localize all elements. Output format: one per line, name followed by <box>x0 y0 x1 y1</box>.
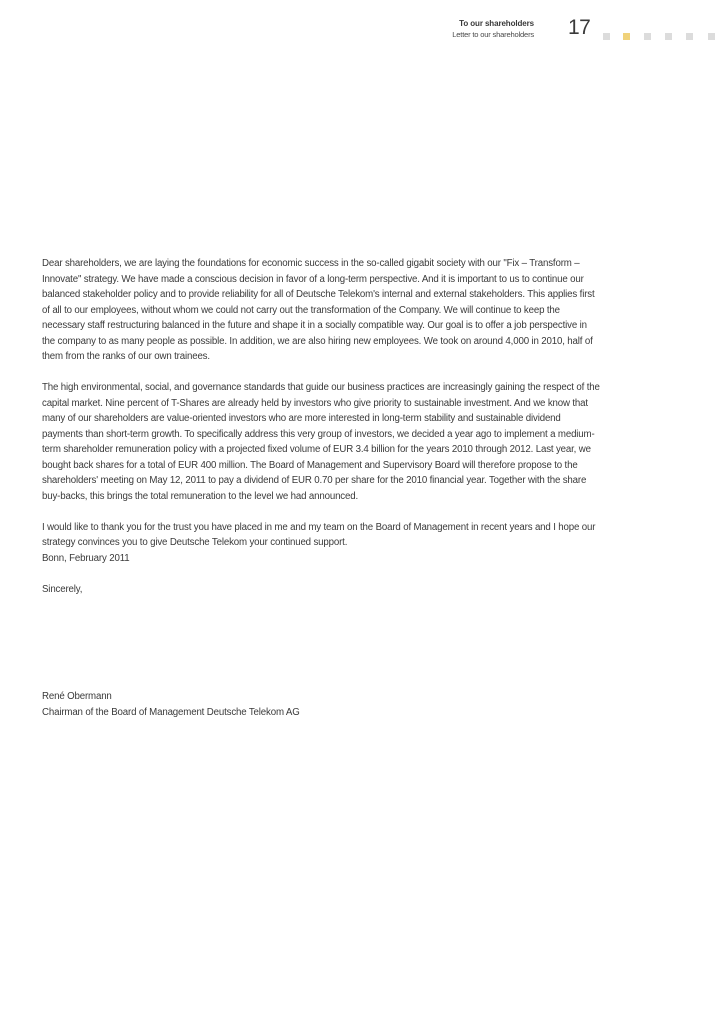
letter-paragraph-1: Dear shareholders, we are laying the foundations for economic success in the so-called gigabit society with our "Fix – Transform – Innovate" strategy. We have made a conscious decision in favor of a long-term perspective. And it is important to us to continue our balanced stakeholder policy and to provide reliability for all of Deutsche Telekom's internal and external stakeholders. This applies first of all to our employees, without whom we could not carry out the transformation of the Company. We will continue to keep the necessary staff restructuring balanced in the future and shape it in a socially compatible way. Our goal is to offer a job perspective in the company to as many people as possible. In addition, we are also hiring new employees. We took on around 4,000 in 2010, half of them from the ranks of our own trainees. <box>42 258 595 362</box>
signature-block <box>42 689 300 720</box>
signer-title: Chairman of the Board of Management Deutsche Telekom AG <box>42 706 300 718</box>
chapter-nav-square-3[interactable] <box>644 33 651 40</box>
header-subsection-title: Letter to our shareholders <box>452 30 534 39</box>
chapter-nav-square-1[interactable] <box>603 33 610 40</box>
signer-name: René Obermann <box>42 691 112 702</box>
chapter-nav-square-6[interactable] <box>708 33 715 40</box>
chapter-nav-square-5[interactable] <box>686 33 693 40</box>
page-header <box>400 16 720 49</box>
chapter-nav-square-4[interactable] <box>665 33 672 40</box>
chapter-nav-square-2-active[interactable] <box>623 33 630 40</box>
letter-paragraph-2: The high environmental, social, and governance standards that guide our business practices are increasingly gaining the respect of the capital market. Nine percent of T-Shares are already held by investors who give priority to sustainable investment. And we know that many of our shareholders are value-oriented investors who are more interested in long-term stability and sustainable dividend payments than short-term growth. To specifically address this very group of investors, we decided a year ago to implement a medium-term shareholder remuneration policy with a projected fixed volume of EUR 3.4 billion for the years 2010 through 2012. Last year, we bought back shares for a total of EUR 400 million. The Board of Management and Supervisory Board will therefore propose to the shareholders' meeting on May 12, 2011 to pay a dividend of EUR 0.70 per share for the 2010 financial year. Together with the share buy-backs, this brings the total remuneration to the level we had announced. <box>42 382 600 502</box>
page-number: 17 <box>568 16 591 39</box>
letter-place-date: Bonn, February 2011 <box>42 553 130 564</box>
letter-salutation: Sincerely, <box>42 584 83 595</box>
header-section-title: To our shareholders <box>459 19 534 28</box>
letter-paragraph-3: I would like to thank you for the trust you have placed in me and my team on the Board of Management in recent years and I hope our strategy convinces you to give Deutsche Telekom your continued support. <box>42 521 596 548</box>
letter-body <box>42 256 602 566</box>
